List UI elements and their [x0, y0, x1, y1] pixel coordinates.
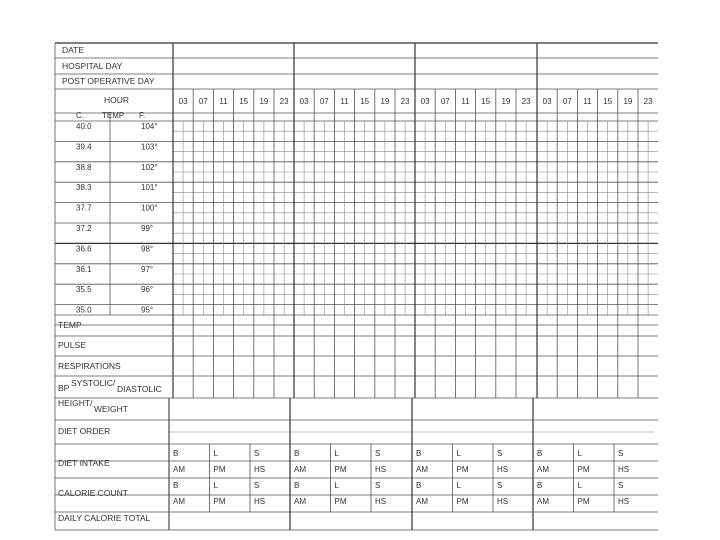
temp-f-header: F.	[139, 111, 146, 120]
temp-fahrenheit-8: 96°	[141, 285, 154, 295]
temp-c-header: C.	[76, 111, 84, 120]
meal-time-pm: PM	[334, 497, 347, 506]
hour-header-23: 23	[279, 97, 289, 106]
diet-intake-label: DIET INTAKE	[58, 458, 110, 468]
temp-fahrenheit-4: 100°	[141, 203, 158, 213]
meal-code-s: S	[618, 481, 624, 490]
meal-code-s: S	[497, 481, 503, 490]
hospital-day-label: HOSPITAL DAY	[62, 61, 123, 71]
hour-header-11: 11	[340, 97, 349, 106]
bp-systolic-label: SYSTOLIC/	[71, 378, 116, 388]
meal-time-pm: PM	[456, 497, 469, 506]
temp-header: TEMP	[102, 111, 125, 120]
temp-fahrenheit-0: 104°	[141, 122, 158, 131]
meal-time-hs: HS	[497, 465, 509, 474]
meal-code-l: L	[334, 481, 339, 490]
meal-code-s: S	[254, 449, 260, 458]
meal-code-b: B	[416, 449, 422, 458]
hour-header-11: 11	[461, 97, 470, 106]
temp-celsius-0: 40.0	[76, 122, 92, 131]
meal-time-am: AM	[294, 497, 306, 506]
temp-celsius-1: 39.4	[76, 142, 92, 152]
daily-calorie-total-label: DAILY CALORIE TOTAL	[58, 513, 151, 523]
temp-fahrenheit-9: 95°	[141, 305, 154, 315]
temp-celsius-4: 37.7	[76, 203, 92, 213]
meal-time-am: AM	[173, 465, 185, 474]
meal-code-b: B	[416, 481, 422, 490]
meal-code-l: L	[577, 481, 582, 490]
meal-code-b: B	[294, 481, 300, 490]
meal-time-pm: PM	[577, 465, 590, 474]
post-operative-day-label: POST OPERATIVE DAY	[62, 76, 155, 86]
respirations-row-label: RESPIRATIONS	[58, 361, 121, 371]
meal-code-s: S	[497, 449, 503, 458]
hour-header-03: 03	[299, 97, 309, 106]
temp-celsius-2: 38.8	[76, 162, 92, 172]
temp-fahrenheit-7: 97°	[141, 264, 154, 274]
temp-fahrenheit-1: 103°	[141, 142, 158, 152]
meal-time-hs: HS	[375, 497, 387, 506]
hour-header-03: 03	[542, 97, 552, 106]
meal-time-am: AM	[537, 465, 549, 474]
hour-header-15: 15	[481, 97, 491, 106]
meal-time-am: AM	[416, 465, 428, 474]
meal-code-b: B	[537, 481, 543, 490]
hour-header-19: 19	[259, 97, 269, 106]
date-label: DATE	[62, 45, 85, 55]
pulse-row-label: PULSE	[58, 340, 86, 350]
meal-time-am: AM	[416, 497, 428, 506]
hour-header-11: 11	[583, 97, 592, 106]
hour-header-11: 11	[219, 97, 228, 106]
hour-header-03: 03	[178, 97, 188, 106]
meal-code-l: L	[456, 449, 461, 458]
meal-time-am: AM	[537, 497, 549, 506]
meal-code-b: B	[537, 449, 543, 458]
hour-header-07: 07	[198, 97, 208, 106]
meal-code-s: S	[618, 449, 624, 458]
temp-row-label: TEMP	[58, 320, 82, 330]
meal-code-b: B	[173, 449, 179, 458]
meal-code-l: L	[334, 449, 339, 458]
temp-celsius-5: 37.2	[76, 224, 92, 233]
height-label: HEIGHT/	[58, 398, 93, 408]
meal-code-l: L	[577, 449, 582, 458]
temp-fahrenheit-6: 98°	[141, 244, 154, 254]
temp-fahrenheit-3: 101°	[141, 183, 158, 193]
hour-header-15: 15	[603, 97, 613, 106]
hour-header-19: 19	[380, 97, 390, 106]
meal-time-hs: HS	[618, 497, 630, 506]
meal-time-pm: PM	[334, 465, 347, 474]
meal-code-b: B	[173, 481, 179, 490]
temp-celsius-3: 38.3	[76, 183, 92, 193]
hour-header-15: 15	[360, 97, 370, 106]
temp-fahrenheit-5: 99°	[141, 224, 154, 233]
hour-header-07: 07	[440, 97, 450, 106]
meal-time-hs: HS	[375, 465, 387, 474]
weight-label: WEIGHT	[94, 404, 128, 414]
meal-time-hs: HS	[254, 465, 266, 474]
meal-time-hs: HS	[497, 497, 509, 506]
hour-header-19: 19	[501, 97, 511, 106]
hour-header-07: 07	[562, 97, 572, 106]
hour-header-23: 23	[643, 97, 653, 106]
hour-header-03: 03	[420, 97, 430, 106]
temp-celsius-6: 36.6	[76, 244, 92, 254]
meal-time-pm: PM	[577, 497, 590, 506]
calorie-count-label: CALORIE COUNT	[58, 488, 128, 498]
hour-label: HOUR	[104, 95, 130, 105]
meal-code-l: L	[213, 481, 218, 490]
meal-time-pm: PM	[213, 465, 226, 474]
meal-code-s: S	[254, 481, 260, 490]
hour-header-23: 23	[400, 97, 410, 106]
meal-time-pm: PM	[213, 497, 226, 506]
meal-time-am: AM	[294, 465, 306, 474]
temp-fahrenheit-2: 102°	[141, 162, 158, 172]
meal-code-s: S	[375, 481, 381, 490]
temp-celsius-9: 35.0	[76, 305, 92, 315]
hour-header-07: 07	[319, 97, 329, 106]
meal-code-l: L	[456, 481, 461, 490]
bp-prefix-label: BP	[58, 383, 70, 393]
meal-time-hs: HS	[618, 465, 630, 474]
meal-time-pm: PM	[456, 465, 469, 474]
meal-time-am: AM	[173, 497, 185, 506]
bp-diastolic-label: DIASTOLIC	[117, 384, 162, 394]
temp-celsius-8: 35.5	[76, 285, 92, 295]
meal-time-hs: HS	[254, 497, 266, 506]
meal-code-b: B	[294, 449, 300, 458]
meal-code-l: L	[213, 449, 218, 458]
hour-header-15: 15	[239, 97, 249, 106]
meal-code-s: S	[375, 449, 381, 458]
hour-header-19: 19	[623, 97, 633, 106]
hour-header-23: 23	[521, 97, 531, 106]
temp-celsius-7: 36.1	[76, 264, 92, 274]
diet-order-label: DIET ORDER	[58, 426, 111, 436]
